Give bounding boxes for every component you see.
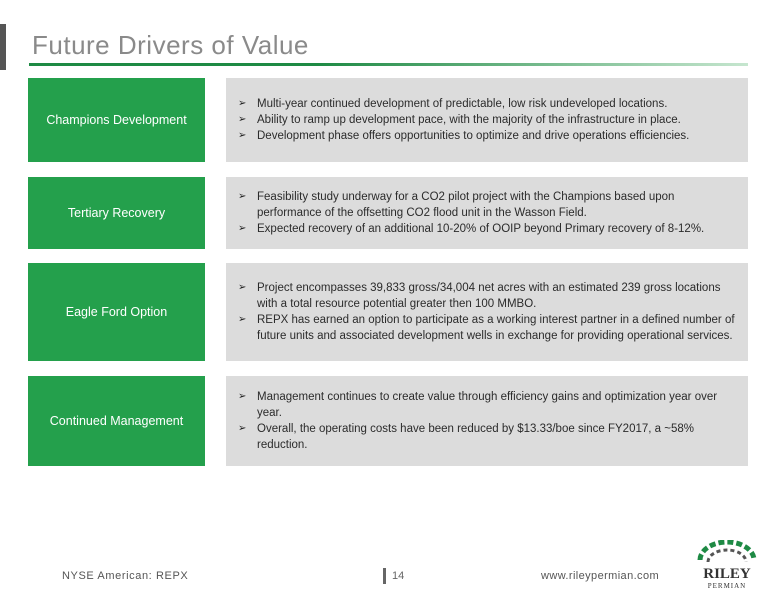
arrow-right-icon: ➢: [238, 391, 247, 402]
driver-content-box: [226, 78, 748, 162]
arrow-right-icon: ➢: [238, 314, 247, 325]
bullet-text: Expected recovery of an additional 10-20% of OOIP beyond Primary recovery of 8-12%.: [257, 223, 705, 235]
bullet-text: Multi-year continued development of predictable, low risk undeveloped locations.: [257, 98, 668, 110]
bullet-text: Ability to ramp up development pace, with the majority of the infrastructure in place.: [257, 114, 681, 126]
bullet-list: [236, 389, 738, 453]
driver-label-box: [28, 177, 205, 249]
arrow-right-icon: ➢: [238, 191, 247, 202]
bullet-item: [236, 128, 738, 144]
driver-content-box: [226, 177, 748, 249]
bullet-text: REPX has earned an option to participate as a working interest partner in a defined number of future units and associated development wells in exchange for providing operational services.: [257, 314, 735, 342]
footer-ticker: NYSE American: REPX: [62, 570, 189, 582]
bullet-item: [236, 421, 738, 453]
bullet-text: Overall, the operating costs have been reduced by $13.33/boe since FY2017, a ~58% reduction.: [257, 423, 694, 451]
arrow-right-icon: ➢: [238, 130, 247, 141]
driver-row-management: [28, 376, 748, 466]
bullet-item: [236, 280, 738, 312]
bullet-list: [236, 96, 738, 144]
bullet-item: [236, 221, 738, 237]
slide-title: Future Drivers of Value: [32, 30, 309, 60]
driver-content-box: [226, 376, 748, 466]
bullet-item: [236, 96, 738, 112]
bullet-item: [236, 112, 738, 128]
bullet-list: [236, 189, 738, 237]
driver-label-box: [28, 78, 205, 162]
footer-divider: [383, 568, 386, 584]
footer-website: www.rileypermian.com: [541, 570, 660, 582]
driver-label: Continued Management: [49, 414, 184, 428]
driver-row-tertiary: [28, 177, 748, 249]
bullet-item: [236, 389, 738, 421]
driver-label: Tertiary Recovery: [67, 206, 166, 220]
driver-label: Champions Development: [46, 113, 187, 127]
left-accent-bar: [0, 24, 6, 70]
driver-label-box: [28, 376, 205, 466]
driver-label: Eagle Ford Option: [65, 305, 168, 319]
driver-content-box: [226, 263, 748, 361]
arrow-right-icon: ➢: [238, 114, 247, 125]
driver-row-eagle-ford: [28, 263, 748, 361]
bullet-list: [236, 280, 738, 344]
title-underline: [29, 63, 748, 66]
arrow-right-icon: ➢: [238, 98, 247, 109]
arrow-right-icon: ➢: [238, 282, 247, 293]
bullet-text: Management continues to create value through efficiency gains and optimization year over year.: [257, 391, 718, 419]
riley-permian-logo: [694, 540, 760, 594]
bullet-item: [236, 189, 738, 221]
bullet-text: Feasibility study underway for a CO2 pilot project with the Champions based upon performance of the offsetting CO2 flood unit in the Wasson Field.: [257, 191, 675, 219]
page-number: 14: [392, 570, 405, 582]
bullet-item: [236, 312, 738, 344]
driver-label-box: [28, 263, 205, 361]
bullet-text: Development phase offers opportunities to optimize and drive operations efficiencies.: [257, 130, 690, 142]
logo-text-riley: RILEY: [703, 566, 751, 582]
arrow-right-icon: ➢: [238, 423, 247, 434]
arrow-right-icon: ➢: [238, 223, 247, 234]
bullet-text: Project encompasses 39,833 gross/34,004 net acres with an estimated 239 gross locations with a total resource potential greater then 100 MMBO.: [257, 282, 721, 310]
driver-row-champions: [28, 78, 748, 162]
logo-text-permian: PERMIAN: [707, 582, 747, 590]
logo-arc-inner-icon: [708, 550, 746, 562]
